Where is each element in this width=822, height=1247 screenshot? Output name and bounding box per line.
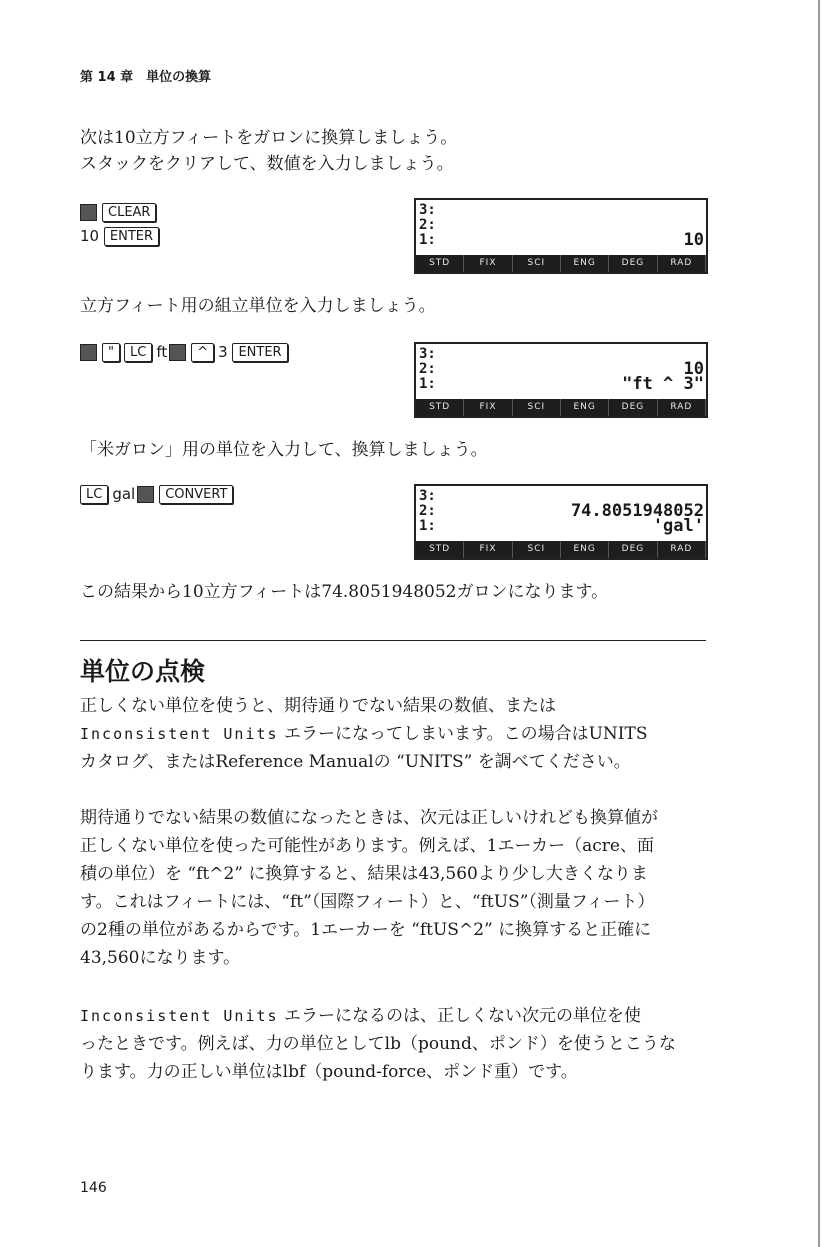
- shift-key-icon: [137, 486, 154, 503]
- para3-line2: ったときです。例えば、力の単位としてlb（pound、ポンド）を使うとこうな: [80, 1034, 676, 1054]
- menu-key: SCI: [513, 541, 561, 558]
- para2-line4: す。これはフィートには、“ft”（国際フィート）と、“ftUS”（測量フィート）: [80, 892, 655, 912]
- para2-line5: の2種の単位があるからです。1エーカーを “ftUS^2” に換算すると正確に: [80, 920, 652, 940]
- menu-key: RAD: [658, 399, 706, 416]
- para1-line2-rest: エラーになってしまいます。この場合はUNITS: [278, 724, 648, 744]
- menu-key: SCI: [513, 255, 561, 272]
- calculator-display-3: [414, 484, 708, 560]
- shift-key-icon: [80, 344, 97, 361]
- stack-level-3: 3:: [419, 488, 436, 504]
- menu-key: STD: [416, 541, 464, 558]
- ft-text: ft: [156, 343, 168, 361]
- para3-line3: ります。力の正しい単位はlbf（pound-force、ポンド重）です。: [80, 1062, 578, 1082]
- stack-value-2: 74.8051948052: [570, 501, 704, 521]
- para2-line1: 期待通りでない結果の数値になったときは、次元は正しいけれども換算値が: [80, 808, 658, 828]
- stack-level-2: 2:: [419, 503, 436, 519]
- para1-line3: カタログ、またはReference Manualの “UNITS” を調べてください。: [80, 752, 631, 772]
- result-text: この結果から10立方フィートは74.8051948052ガロンになります。: [80, 582, 609, 602]
- menu-key: STD: [416, 255, 464, 272]
- calculator-display-2: [414, 342, 708, 418]
- instruction-2: 立方フィート用の組立単位を入力しましょう。: [80, 296, 436, 316]
- shift-key-icon: [169, 344, 186, 361]
- para3-line1-rest: エラーになるのは、正しくない次元の単位を使: [278, 1006, 641, 1026]
- menu-key: ENG: [561, 541, 609, 558]
- page-number: 146: [80, 1180, 107, 1196]
- number-entry: 10: [80, 227, 100, 245]
- para3-line1: [80, 1004, 641, 1028]
- menu-key: RAD: [658, 255, 706, 272]
- page-edge: [818, 0, 820, 1247]
- gal-text: gal: [112, 485, 136, 503]
- power-key: ^: [191, 343, 214, 362]
- quote-key: ": [102, 343, 120, 362]
- softkey-menu: [416, 541, 706, 558]
- chapter-header: 第 14 章 単位の換算: [80, 70, 212, 85]
- convert-key: CONVERT: [159, 485, 233, 504]
- menu-key: SCI: [513, 399, 561, 416]
- stack-value-1: 10: [683, 230, 704, 250]
- softkey-menu: [416, 255, 706, 272]
- stack-value-1: "ft ^ 3": [622, 374, 704, 394]
- para2-line2: 正しくない単位を使った可能性があります。例えば、1エーカー（acre、面: [80, 836, 654, 856]
- menu-key: ENG: [561, 399, 609, 416]
- calculator-display-1: [414, 198, 708, 274]
- stack-level-3: 3:: [419, 202, 436, 218]
- stack-value-1: 'gal': [652, 516, 704, 536]
- menu-key: STD: [416, 399, 464, 416]
- menu-key: FIX: [464, 255, 512, 272]
- menu-key: DEG: [609, 255, 657, 272]
- stack-value-2: 10: [683, 359, 704, 379]
- softkey-menu: [416, 399, 706, 416]
- instruction-3: 「米ガロン」用の単位を入力して、換算しましょう。: [80, 440, 488, 460]
- menu-key: FIX: [464, 541, 512, 558]
- shift-key-icon: [80, 204, 97, 221]
- section-heading: 単位の点検: [80, 657, 206, 686]
- para2-line3: 積の単位）を “ft^2” に換算すると、結果は43,560より少し大きくなりま: [80, 864, 648, 884]
- stack-level-1: 1:: [419, 518, 436, 534]
- lc-key: LC: [80, 485, 108, 504]
- menu-key: DEG: [609, 399, 657, 416]
- exponent-text: 3: [218, 343, 228, 361]
- error-message-mono: Inconsistent Units: [80, 725, 279, 743]
- menu-key: RAD: [658, 541, 706, 558]
- enter-key: ENTER: [232, 343, 287, 362]
- intro-line-2: スタックをクリアして、数値を入力しましょう。: [80, 154, 454, 174]
- stack-level-1: 1:: [419, 376, 436, 392]
- para1-line2: [80, 722, 648, 746]
- intro-line-1: 次は10立方フィートをガロンに換算しましょう。: [80, 128, 458, 148]
- stack-level-3: 3:: [419, 346, 436, 362]
- enter-key: ENTER: [104, 227, 159, 246]
- clear-key: CLEAR: [102, 203, 156, 222]
- para1-line1: 正しくない単位を使うと、期待通りでない結果の数値、または: [80, 696, 556, 716]
- section-divider: [80, 640, 706, 641]
- stack-level-1: 1:: [419, 232, 436, 248]
- para2-line6: 43,560になります。: [80, 948, 241, 968]
- step2-keys: [80, 340, 292, 364]
- menu-key: ENG: [561, 255, 609, 272]
- error-message-mono: Inconsistent Units: [80, 1007, 279, 1025]
- stack-level-2: 2:: [419, 217, 436, 233]
- lc-key: LC: [124, 343, 152, 362]
- stack-level-2: 2:: [419, 361, 436, 377]
- step3-keys: [80, 482, 237, 506]
- step1-keys-row1: [80, 200, 160, 224]
- menu-key: FIX: [464, 399, 512, 416]
- menu-key: DEG: [609, 541, 657, 558]
- step1-keys-row2: [80, 224, 163, 248]
